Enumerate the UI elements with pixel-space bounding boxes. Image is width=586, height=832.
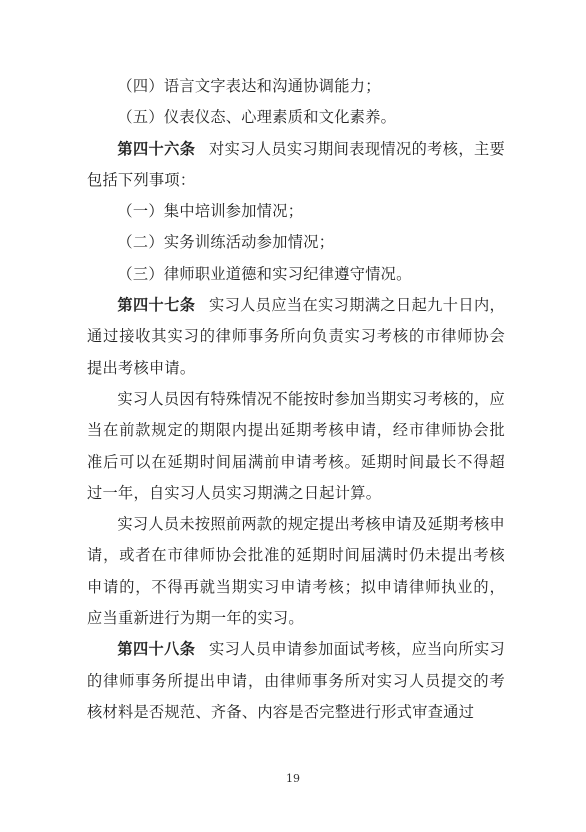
paragraph-text: 实习人员未按照前两款的规定提出考核申请及延期考核申请，或者在市律师协会批准的延期时间届满时仍未提出考核申请的，不得再就当期实习申请考核；拟申请律师执业的，应当重新进行为期一年的实习。 xyxy=(87,515,505,628)
paragraph-text: 对实习人员实习期间表现情况的考核，主要包括下列事项： xyxy=(87,139,506,189)
paragraph-text: （四）语言文字表达和沟通协调能力； xyxy=(117,77,381,95)
clause-item-5 xyxy=(87,102,505,133)
paragraph-text: （五）仪表仪态、心理素质和文化素养。 xyxy=(117,108,397,127)
article-47 xyxy=(87,290,505,384)
paragraph-text: 实习人员申请参加面试考核，应当向所实习的律师事务所提出申请，由律师事务所对实习人员提交的考核材料是否规范、齐备、内容是否完整进行形式审查通过 xyxy=(87,640,506,721)
article-number: 第四十八条 xyxy=(117,640,196,659)
article-46 xyxy=(87,134,505,197)
page-number: 19 xyxy=(286,772,300,785)
paragraph-text: （三）律师职业道德和实习纪律遵守情况。 xyxy=(117,264,412,283)
article-47-paragraph-3 xyxy=(87,509,505,634)
clause-item-2 xyxy=(87,227,505,258)
paragraph-text: （二）实务训练活动参加情况； xyxy=(117,233,335,252)
article-47-paragraph-2 xyxy=(87,384,505,509)
article-48 xyxy=(87,634,505,728)
paragraph-text: 实习人员因有特殊情况不能按时参加当期实习考核的，应当在前款规定的期限内提出延期考核申请，经市律师协会批准后可以在延期时间届满前申请考核。延期时间最长不得超过一年，自实习人员实习期满之日起计算。 xyxy=(87,389,505,502)
clause-item-1 xyxy=(87,196,505,227)
document-body xyxy=(87,71,505,728)
article-number: 第四十七条 xyxy=(117,296,196,315)
clause-item-3 xyxy=(87,259,505,290)
article-number: 第四十六条 xyxy=(117,139,196,158)
clause-item-4 xyxy=(87,71,505,102)
paragraph-text: （一）集中培训参加情况； xyxy=(117,202,304,221)
paragraph-text: 实习人员应当在实习期满之日起九十日内，通过接收其实习的律师事务所向负责实习考核的市律师协会提出考核申请。 xyxy=(87,296,506,377)
